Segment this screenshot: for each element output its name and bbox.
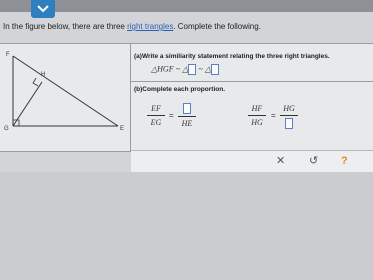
clear-button[interactable]: ✕ [276,155,286,167]
triangle-diagram [0,44,130,151]
fraction-bar [178,116,196,117]
proportion-1-equals: = [169,111,174,120]
proportion-2-left-denominator: HG [251,118,263,127]
proportion-2-right-numerator: HG [283,104,295,113]
part-b-label: (b)Complete each proportion. [134,86,225,93]
proportion-2-answer-box-wrap [280,118,298,129]
question-prompt [3,22,261,31]
proportion-2-left [248,104,266,127]
problem-panel [0,43,373,152]
right-triangles-link[interactable]: right trangles [127,22,174,31]
proportion-2-left-numerator: HF [251,104,263,113]
proportion-2-right [280,104,298,129]
answer-toolbar [131,150,373,172]
point-label-g: G [4,126,9,132]
proportion-1-left-denominator: EG [150,118,162,127]
part-a-label: (a)Write a similiarity statement relating the three right triangles. [134,53,330,60]
similarity-symbol-2: ~ △ [198,64,212,74]
point-label-f: F [6,52,10,58]
fraction-bar [147,115,165,116]
point-label-e: E [120,126,125,132]
similarity-answer-box-1[interactable] [188,64,196,75]
similarity-statement [151,64,219,75]
proportion-1-answer-box[interactable] [183,103,191,114]
proportion-2-answer-box[interactable] [285,118,293,129]
prompt-text-after: . Complete the following. [173,22,261,31]
point-label-h: H [41,72,46,78]
similarity-symbol-1: ~ △ [175,64,189,74]
collapse-button[interactable] [31,0,55,18]
proportion-1-answer-box-wrap [178,103,196,114]
fraction-bar [280,115,298,116]
proportion-1-right [178,103,196,128]
section-divider [131,81,373,82]
triangle-figure [0,44,130,151]
answer-area [131,44,373,151]
chevron-down-icon [37,5,49,13]
proportion-1-left-numerator: EF [151,104,161,113]
similarity-first-triangle: △HGF [151,64,174,74]
prompt-text-before: In the figure below, there are three [3,22,128,31]
fraction-bar [248,115,266,116]
similarity-answer-box-2[interactable] [211,64,219,75]
help-button[interactable]: ? [341,155,348,167]
undo-button[interactable]: ↺ [309,155,319,167]
proportion-1-left [147,104,165,127]
proportion-2-equals: = [271,111,276,120]
top-bar [0,0,373,12]
page-background [0,172,373,280]
proportion-1-right-denominator: HE [181,119,193,128]
